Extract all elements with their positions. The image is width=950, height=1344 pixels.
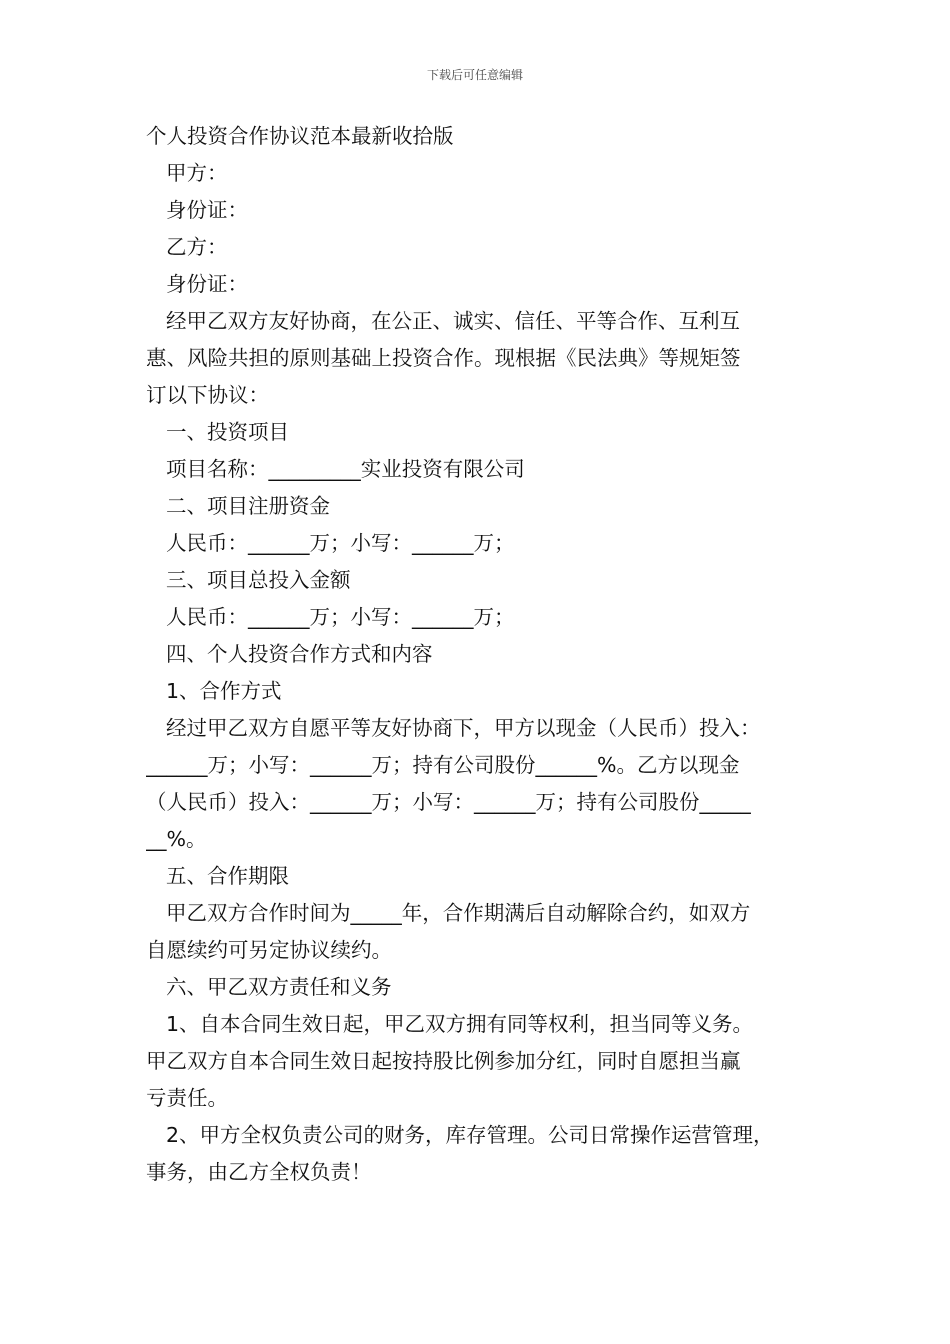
document-line: 事务，由乙方全权负责！ — [146, 1160, 372, 1184]
document-line: 经过甲乙双方自愿平等友好协商下，甲方以现金（人民币）投入： — [166, 716, 761, 740]
document-line: 甲方： — [166, 161, 228, 185]
document-line: 三、项目总投入金额 — [166, 568, 351, 592]
document-line: 1、自本合同生效日起，甲乙双方拥有同等权利，担当同等义务。 — [166, 1012, 754, 1036]
document-line: ______万；小写：______万；持有公司股份______%。乙方以现金 — [146, 753, 740, 777]
document-line: 亏责任。 — [146, 1086, 228, 1110]
document-line: 惠、风险共担的原则基础上投资合作。现根据《民法典》等规矩签 — [146, 346, 741, 370]
document-line: 甲乙双方合作时间为_____年，合作期满后自动解除合约，如双方 — [166, 901, 751, 925]
document-line: 1、合作方式 — [166, 679, 282, 703]
document-body — [146, 118, 826, 1191]
document-line: （人民币）投入：______万；小写：______万；持有公司股份_____ — [146, 790, 751, 814]
document-line: 项目名称：_________实业投资有限公司 — [166, 457, 525, 481]
document-line: 订以下协议： — [146, 383, 269, 407]
document-line: 二、项目注册资金 — [166, 494, 330, 518]
document-line: 身份证： — [166, 198, 248, 222]
document-line: 六、甲乙双方责任和义务 — [166, 975, 392, 999]
document-line: __%。 — [146, 827, 207, 851]
document-line: 身份证： — [166, 272, 248, 296]
document-line: 一、投资项目 — [166, 420, 289, 444]
document-line: 乙方： — [166, 235, 228, 259]
document-title: 个人投资合作协议范本最新收拾版 — [146, 124, 454, 148]
document-line: 经甲乙双方友好协商，在公正、诚实、信任、平等合作、互利互 — [166, 309, 740, 333]
document-lines — [146, 155, 826, 1191]
document-line: 自愿续约可另定协议续约。 — [146, 938, 392, 962]
document-line: 四、个人投资合作方式和内容 — [166, 642, 433, 666]
document-line: 甲乙双方自本合同生效日起按持股比例参加分红，同时自愿担当赢 — [146, 1049, 741, 1073]
document-line: 2、甲方全权负责公司的财务，库存管理。公司日常操作运营管理， — [166, 1123, 774, 1147]
header-note: 下载后可任意编辑 — [426, 68, 523, 82]
document-line: 五、合作期限 — [166, 864, 289, 888]
document-line: 人民币：______万；小写：______万； — [166, 605, 515, 629]
document-line: 人民币：______万；小写：______万； — [166, 531, 515, 555]
